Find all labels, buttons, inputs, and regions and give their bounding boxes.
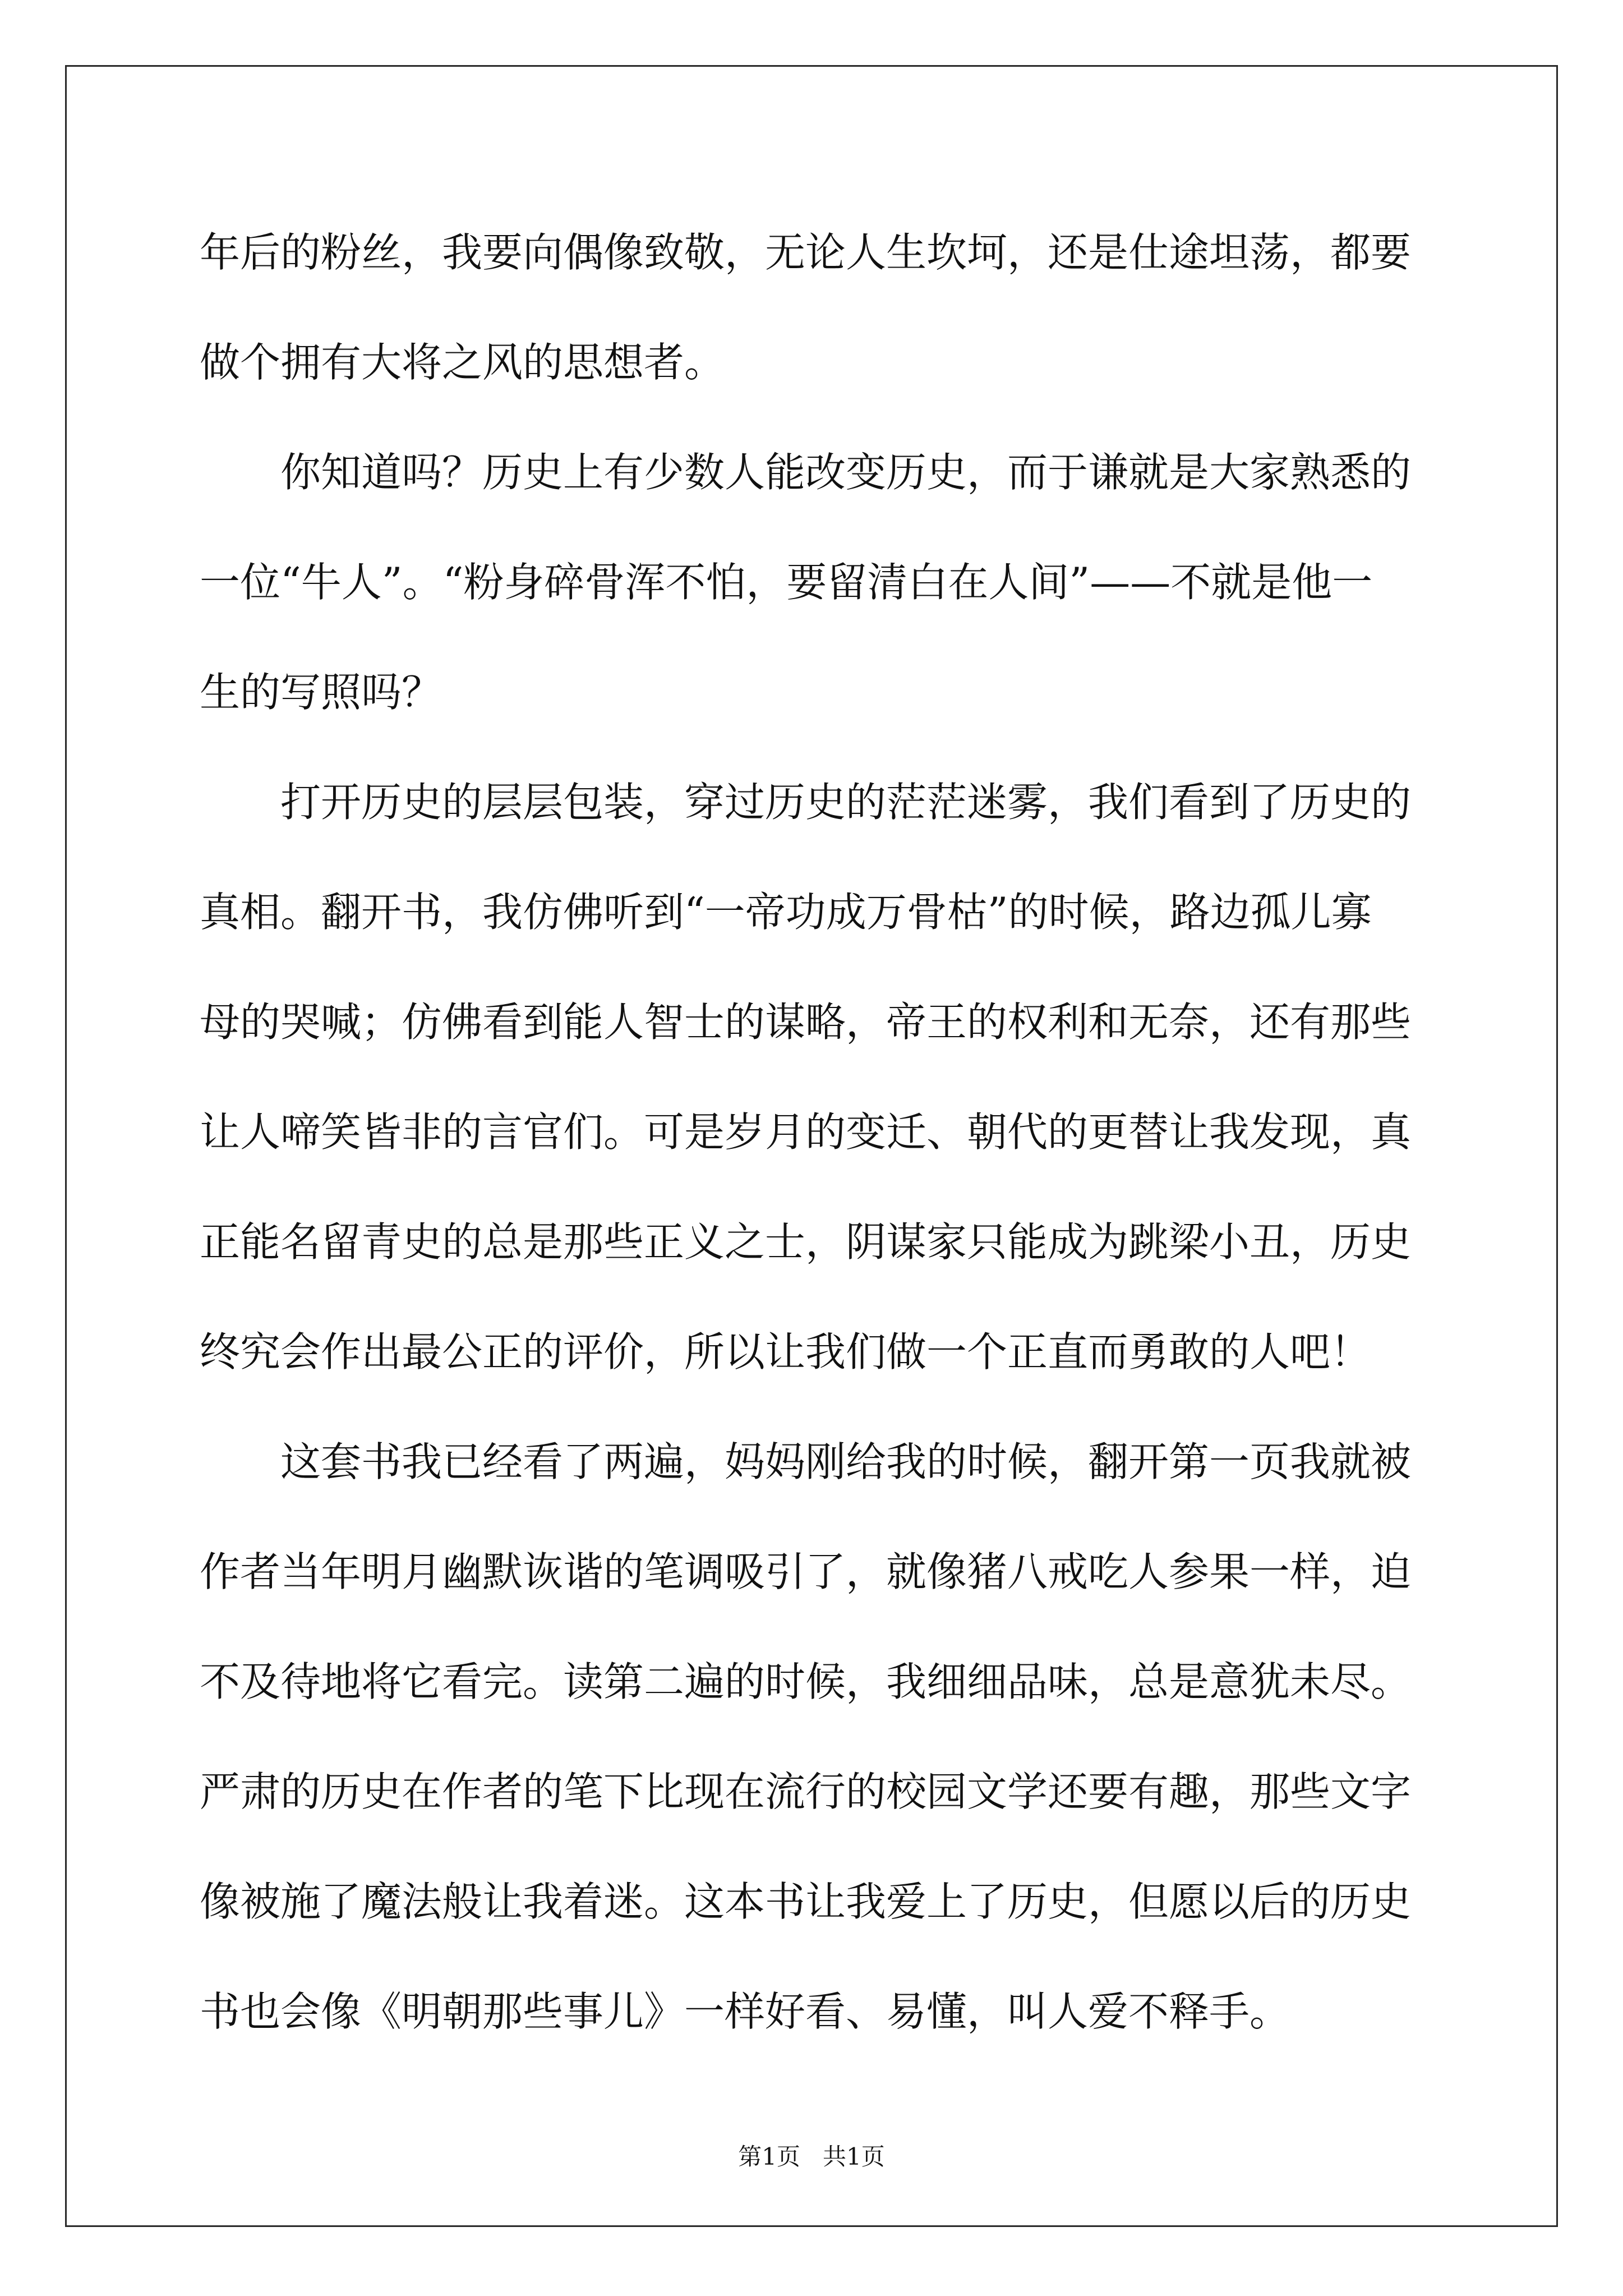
text-line: 你知道吗？历史上有少数人能改变历史，而于谦就是大家熟悉的 bbox=[200, 449, 1412, 496]
text-line: 一位“牛人”。“粉身碎骨浑不怕，要留清白在人间”——不就是他一 bbox=[200, 559, 1373, 606]
text-line: 严肃的历史在作者的笔下比现在流行的校园文学还要有趣，那些文字 bbox=[200, 1768, 1412, 1815]
text-line: 让人啼笑皆非的言官们。可是岁月的变迁、朝代的更替让我发现，真 bbox=[200, 1108, 1412, 1156]
text-line: 像被施了魔法般让我着迷。这本书让我爱上了历史，但愿以后的历史 bbox=[200, 1878, 1412, 1925]
text-line: 这套书我已经看了两遍，妈妈刚给我的时候，翻开第一页我就被 bbox=[200, 1438, 1412, 1485]
text-line: 不及待地将它看完。读第二遍的时候，我细细品味，总是意犹未尽。 bbox=[200, 1658, 1412, 1705]
text-line: 生的写照吗？ bbox=[200, 669, 442, 716]
text-line: 打开历史的层层包装，穿过历史的茫茫迷雾，我们看到了历史的 bbox=[200, 779, 1412, 826]
text-line: 书也会像《明朝那些事儿》一样好看、易懂，叫人爱不释手。 bbox=[200, 1988, 1290, 2035]
page-number-footer: 第1页 共1页 bbox=[738, 2143, 885, 2170]
text-line: 真相。翻开书，我仿佛听到“一帝功成万骨枯”的时候，路边孤儿寡 bbox=[200, 889, 1372, 936]
text-line: 做个拥有大将之风的思想者。 bbox=[200, 339, 725, 386]
text-line: 终究会作出最公正的评价，所以让我们做一个正直而勇敢的人吧！ bbox=[200, 1328, 1371, 1375]
document-body bbox=[200, 213, 1429, 2082]
text-line: 作者当年明月幽默诙谐的笔调吸引了，就像猪八戒吃人参果一样，迫 bbox=[200, 1548, 1412, 1595]
text-line: 正能名留青史的总是那些正义之士，阴谋家只能成为跳梁小丑，历史 bbox=[200, 1218, 1412, 1266]
text-line: 母的哭喊；仿佛看到能人智士的谋略，帝王的权利和无奈，还有那些 bbox=[200, 999, 1412, 1046]
text-line: 年后的粉丝，我要向偶像致敬，无论人生坎坷，还是仕途坦荡，都要 bbox=[200, 229, 1412, 276]
